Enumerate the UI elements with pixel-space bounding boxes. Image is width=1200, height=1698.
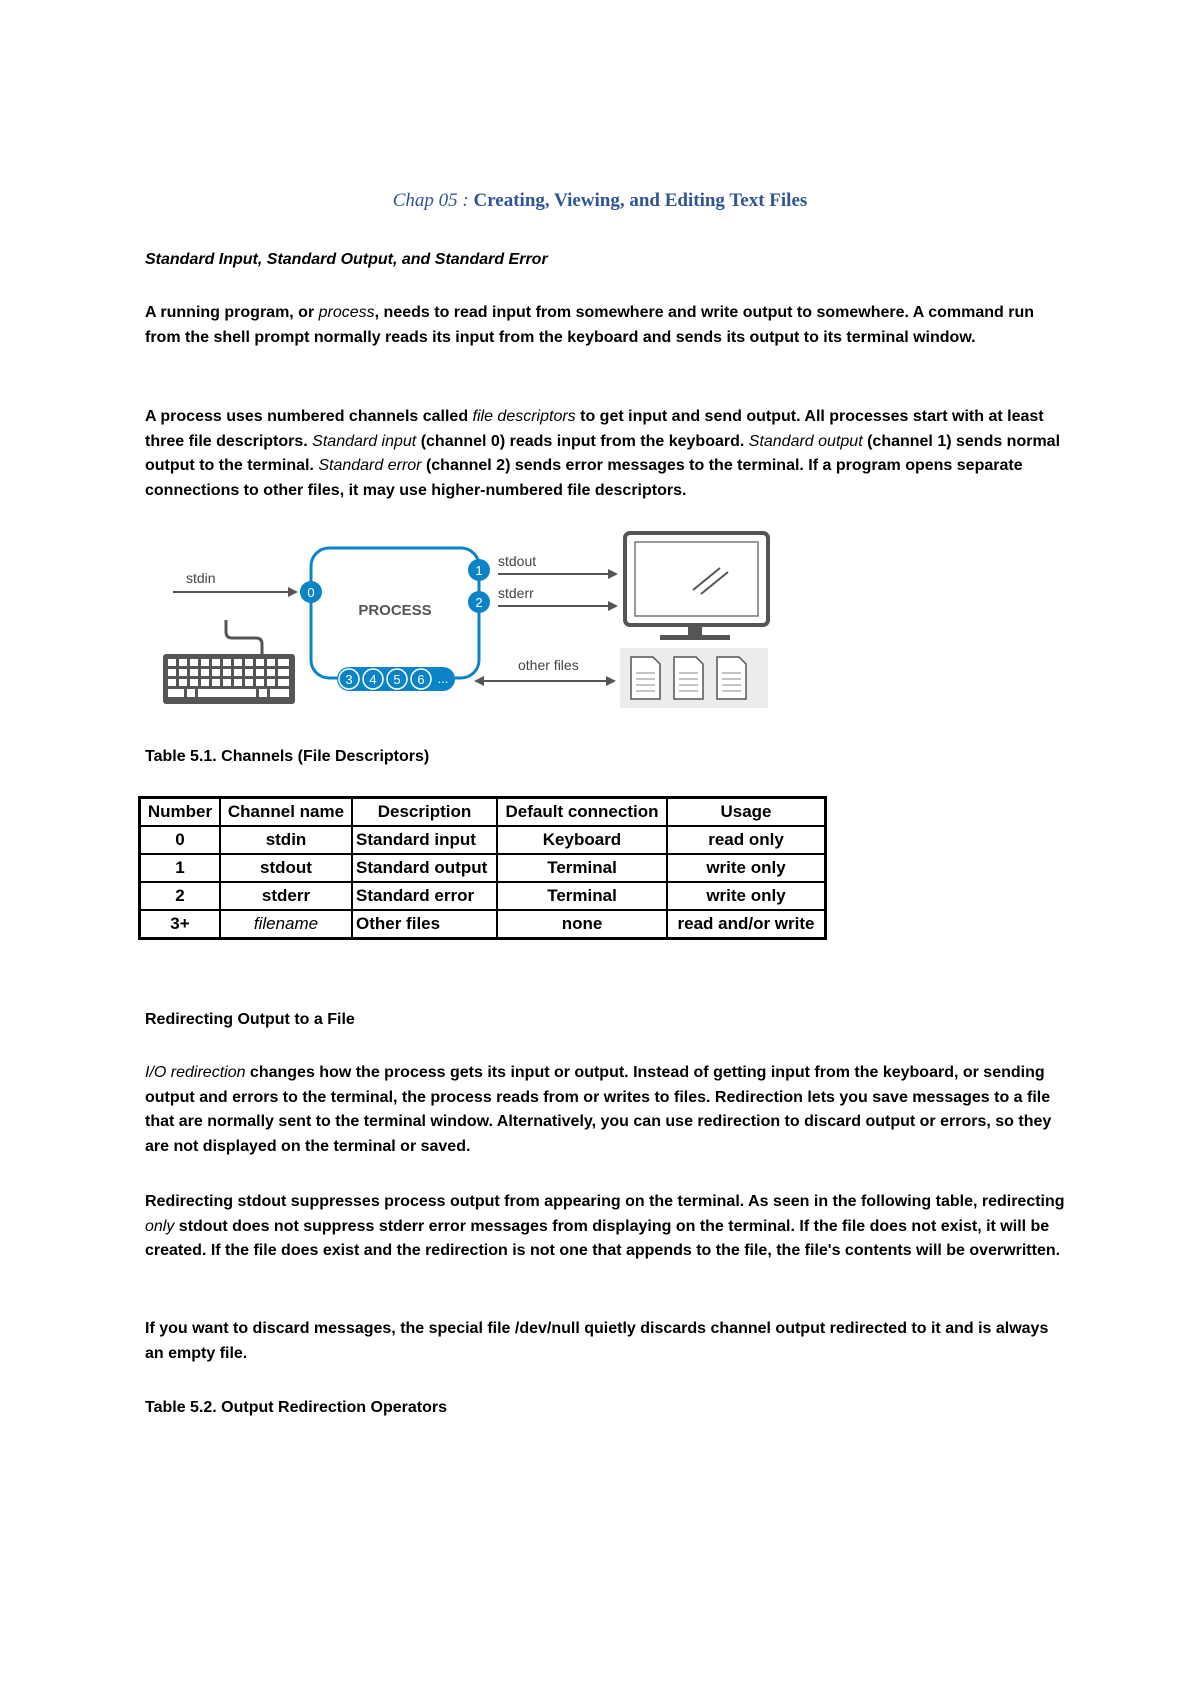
table-row bbox=[140, 882, 826, 910]
monitor-icon bbox=[625, 533, 768, 640]
file-icon bbox=[631, 657, 660, 699]
fd0-label: 0 bbox=[307, 585, 315, 600]
text-run: (channel 2) sends error messages to the terminal. If a program opens separate connections to other files, it may use higher-numbered file descriptors. bbox=[145, 457, 1023, 499]
other-files-label: other files bbox=[518, 657, 579, 673]
section-heading-redirecting: Redirecting Output to a File bbox=[145, 1011, 355, 1028]
stderr-label: stderr bbox=[498, 585, 534, 601]
stdout-label: stdout bbox=[498, 553, 537, 569]
table-cell: filename bbox=[220, 910, 352, 939]
fd6-label: 6 bbox=[417, 672, 425, 687]
paragraph-file-descriptors bbox=[145, 405, 1065, 503]
text-run: A process uses numbered channels called bbox=[145, 408, 473, 425]
stdin-arrowhead bbox=[288, 587, 298, 597]
table-header-row bbox=[140, 798, 826, 827]
table1-caption: Table 5.1. Channels (File Descriptors) bbox=[145, 748, 430, 765]
other-files-arrowhead-left bbox=[474, 676, 484, 686]
chapter-label: Chap 05 : bbox=[392, 190, 469, 211]
paragraph-dev-null: If you want to discard messages, the special file /dev/null quietly discards channel output redirected to it and is always an empty file. bbox=[145, 1320, 1049, 1362]
keyboard-icon bbox=[163, 620, 295, 704]
paragraph-redirect-stdout bbox=[145, 1190, 1065, 1264]
fd3-label: 3 bbox=[345, 672, 353, 687]
stdin-label: stdin bbox=[186, 570, 216, 586]
page-title bbox=[0, 190, 1200, 212]
text-run: (channel 0) reads input from the keyboard. bbox=[416, 432, 749, 450]
table-row bbox=[140, 854, 826, 882]
table2-caption: Table 5.2. Output Redirection Operators bbox=[145, 1399, 447, 1416]
stderr-arrowhead bbox=[608, 601, 618, 611]
table-cell: write only bbox=[667, 854, 826, 882]
channels-table bbox=[138, 796, 827, 940]
text-run-italic: process bbox=[318, 304, 375, 321]
table-cell: write only bbox=[667, 882, 826, 910]
table-cell: none bbox=[497, 910, 667, 939]
table-row bbox=[140, 910, 826, 939]
table-cell: stdin bbox=[220, 826, 352, 854]
table-cell: Terminal bbox=[497, 854, 667, 882]
table-cell: 1 bbox=[140, 854, 221, 882]
text-run-italic: Standard input bbox=[312, 432, 417, 450]
text-run: Redirecting stdout suppresses process output from appearing on the terminal. As seen in the following table, redirecting bbox=[145, 1193, 1065, 1210]
column-header: Channel name bbox=[220, 798, 352, 827]
table-cell: Terminal bbox=[497, 882, 667, 910]
text-run-italic: Standard error bbox=[318, 457, 422, 474]
file-icon bbox=[717, 657, 746, 699]
text-run: , needs to read input from somewhere and write output to somewhere. A command run from the shell prompt normally reads its input from the keyboard and sends its output to its terminal window. bbox=[145, 304, 1034, 346]
fd2-label: 2 bbox=[475, 595, 483, 610]
chapter-title: Creating, Viewing, and Editing Text Files bbox=[473, 190, 808, 211]
column-header: Usage bbox=[667, 798, 826, 827]
text-run-italic: only bbox=[145, 1217, 175, 1235]
table-cell: Standard error bbox=[352, 882, 497, 910]
stdout-arrowhead bbox=[608, 569, 618, 579]
table-cell: stderr bbox=[220, 882, 352, 910]
text-run: changes how the process gets its input or output. Instead of getting input from the keyboard, or sending output and errors to the terminal, the process reads from or writes to files. Redirection lets you save messages to a file that are normally sent to the terminal window. Alternatively, you can use redirection to discard output or errors, so they are not displayed on the terminal or saved. bbox=[145, 1064, 1052, 1155]
text-run-italic: file descriptors bbox=[472, 408, 576, 425]
fd1-label: 1 bbox=[475, 563, 483, 578]
table-row bbox=[140, 826, 826, 854]
text-run: (channel 1) sends normal output to the terminal. bbox=[145, 432, 1061, 474]
paragraph-io-redirection bbox=[145, 1061, 1065, 1159]
table-cell: read and/or write bbox=[667, 910, 826, 939]
text-run: A running program, or bbox=[145, 304, 319, 321]
process-label: PROCESS bbox=[358, 602, 432, 619]
other-files-arrowhead-right bbox=[606, 676, 616, 686]
text-run-italic: I/O redirection bbox=[145, 1064, 246, 1081]
text-run: to get input and send output. All processes start with at least three file descriptors. bbox=[145, 408, 1044, 450]
section-heading-streams: Standard Input, Standard Output, and Standard Error bbox=[145, 251, 548, 268]
paragraph-process-intro bbox=[145, 301, 1065, 350]
table-cell: stdout bbox=[220, 854, 352, 882]
fd-more-label: ... bbox=[437, 671, 449, 686]
column-header: Description bbox=[352, 798, 497, 827]
table-cell: Standard input bbox=[352, 826, 497, 854]
table-cell: Keyboard bbox=[497, 826, 667, 854]
table-cell: 3+ bbox=[140, 910, 221, 939]
table-cell: 0 bbox=[140, 826, 221, 854]
table-cell: 2 bbox=[140, 882, 221, 910]
column-header: Number bbox=[140, 798, 221, 827]
fd5-label: 5 bbox=[393, 672, 401, 687]
text-run-italic: Standard output bbox=[748, 432, 863, 450]
table-cell: read only bbox=[667, 826, 826, 854]
column-header: Default connection bbox=[497, 798, 667, 827]
fd4-label: 4 bbox=[369, 672, 377, 687]
table-cell: Other files bbox=[352, 910, 497, 939]
file-icon bbox=[674, 657, 703, 699]
file-descriptor-diagram bbox=[148, 528, 773, 710]
text-run: stdout does not suppress stderr error messages from displaying on the terminal. If the file does not exist, it will be created. If the file does exist and the redirection is not one that appends to the file, the file's contents will be overwritten. bbox=[145, 1217, 1061, 1259]
table-cell: Standard output bbox=[352, 854, 497, 882]
